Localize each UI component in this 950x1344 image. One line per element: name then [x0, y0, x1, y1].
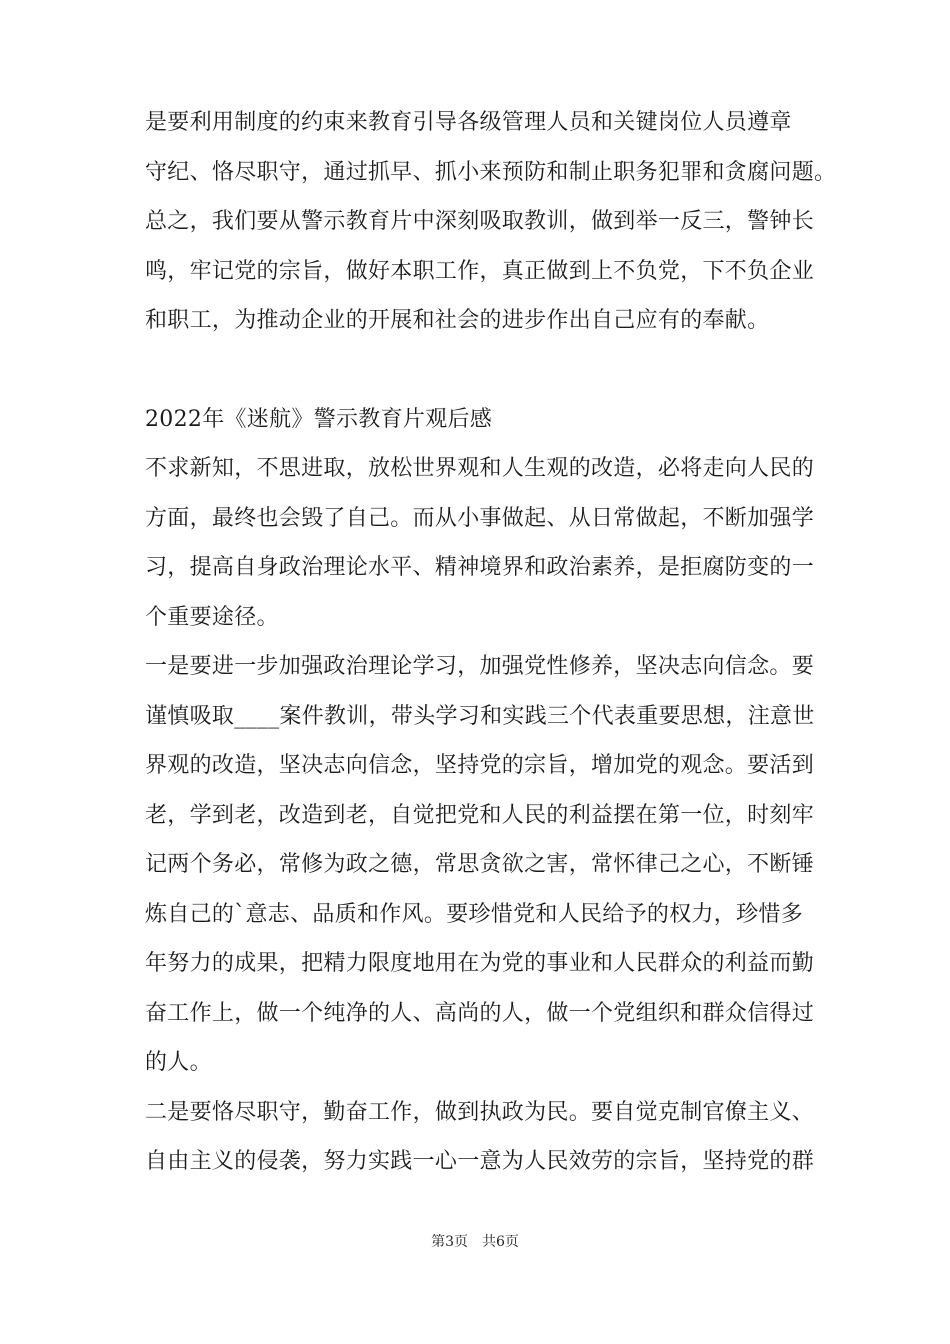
body-text-line: 的人。 — [145, 1050, 212, 1075]
page-total: 共6页 — [482, 1234, 519, 1250]
section-heading: 2022年《迷航》警示教育片观后感 — [145, 407, 493, 432]
body-text-line: 守纪、恪尽职守，通过抓早、抓小来预防和制止职务犯罪和贪腐问题。 — [145, 160, 837, 185]
body-text-line: 个重要途径。 — [145, 605, 279, 630]
body-text-line: 界观的改造，坚决志向信念，坚持党的宗旨，增加党的观念。要活到 — [145, 753, 815, 778]
body-text-line: 是要利用制度的约束来教育引导各级管理人员和关键岗位人员遵章 — [145, 110, 792, 135]
body-text-line: 老，学到老，改造到老，自觉把党和人民的利益摆在第一位，时刻牢 — [145, 803, 815, 828]
body-text-line: 不求新知，不思进取，放松世界观和人生观的改造，必将走向人民的 — [145, 456, 815, 481]
body-text-line: 总之，我们要从警示教育片中深刻吸取教训，做到举一反三，警钟长 — [145, 209, 815, 234]
body-text-line: 记两个务必，常修为政之德，常思贪欲之害，常怀律己之心，不断锤 — [145, 852, 815, 877]
body-text-line: 一是要进一步加强政治理论学习，加强党性修养，坚决志向信念。要 — [145, 654, 815, 679]
body-text-line: 习，提高自身政治理论水平、精神境界和政治素养，是拒腐防变的一 — [145, 555, 815, 580]
body-text-line: 和职工，为推动企业的开展和社会的进步作出自己应有的奉献。 — [145, 308, 770, 333]
page-number: 第3页 — [431, 1234, 468, 1250]
body-text-line: 方面，最终也会毁了自己。而从小事做起、从日常做起，不断加强学 — [145, 506, 815, 531]
body-text-line: 二是要恪尽职守，勤奋工作，做到执政为民。要自觉克制官僚主义、 — [145, 1100, 815, 1125]
body-text-line: 炼自己的`意志、品质和作风。要珍惜党和人民给予的权力，珍惜多 — [145, 902, 804, 927]
body-text-line: 奋工作上，做一个纯净的人、高尚的人，做一个党组织和群众信得过 — [145, 1001, 815, 1026]
body-text-line: 自由主义的侵袭，努力实践一心一意为人民效劳的宗旨，坚持党的群 — [145, 1149, 815, 1174]
body-text-line: 年努力的成果，把精力限度地用在为党的事业和人民群众的利益而勤 — [145, 951, 815, 976]
body-text-line: 谨慎吸取____案件教训，带头学习和实践三个代表重要思想，注意世 — [145, 704, 815, 729]
body-text-line: 鸣，牢记党的宗旨，做好本职工作，真正做到上不负党，下不负企业 — [145, 259, 815, 284]
page-footer — [0, 1232, 950, 1252]
